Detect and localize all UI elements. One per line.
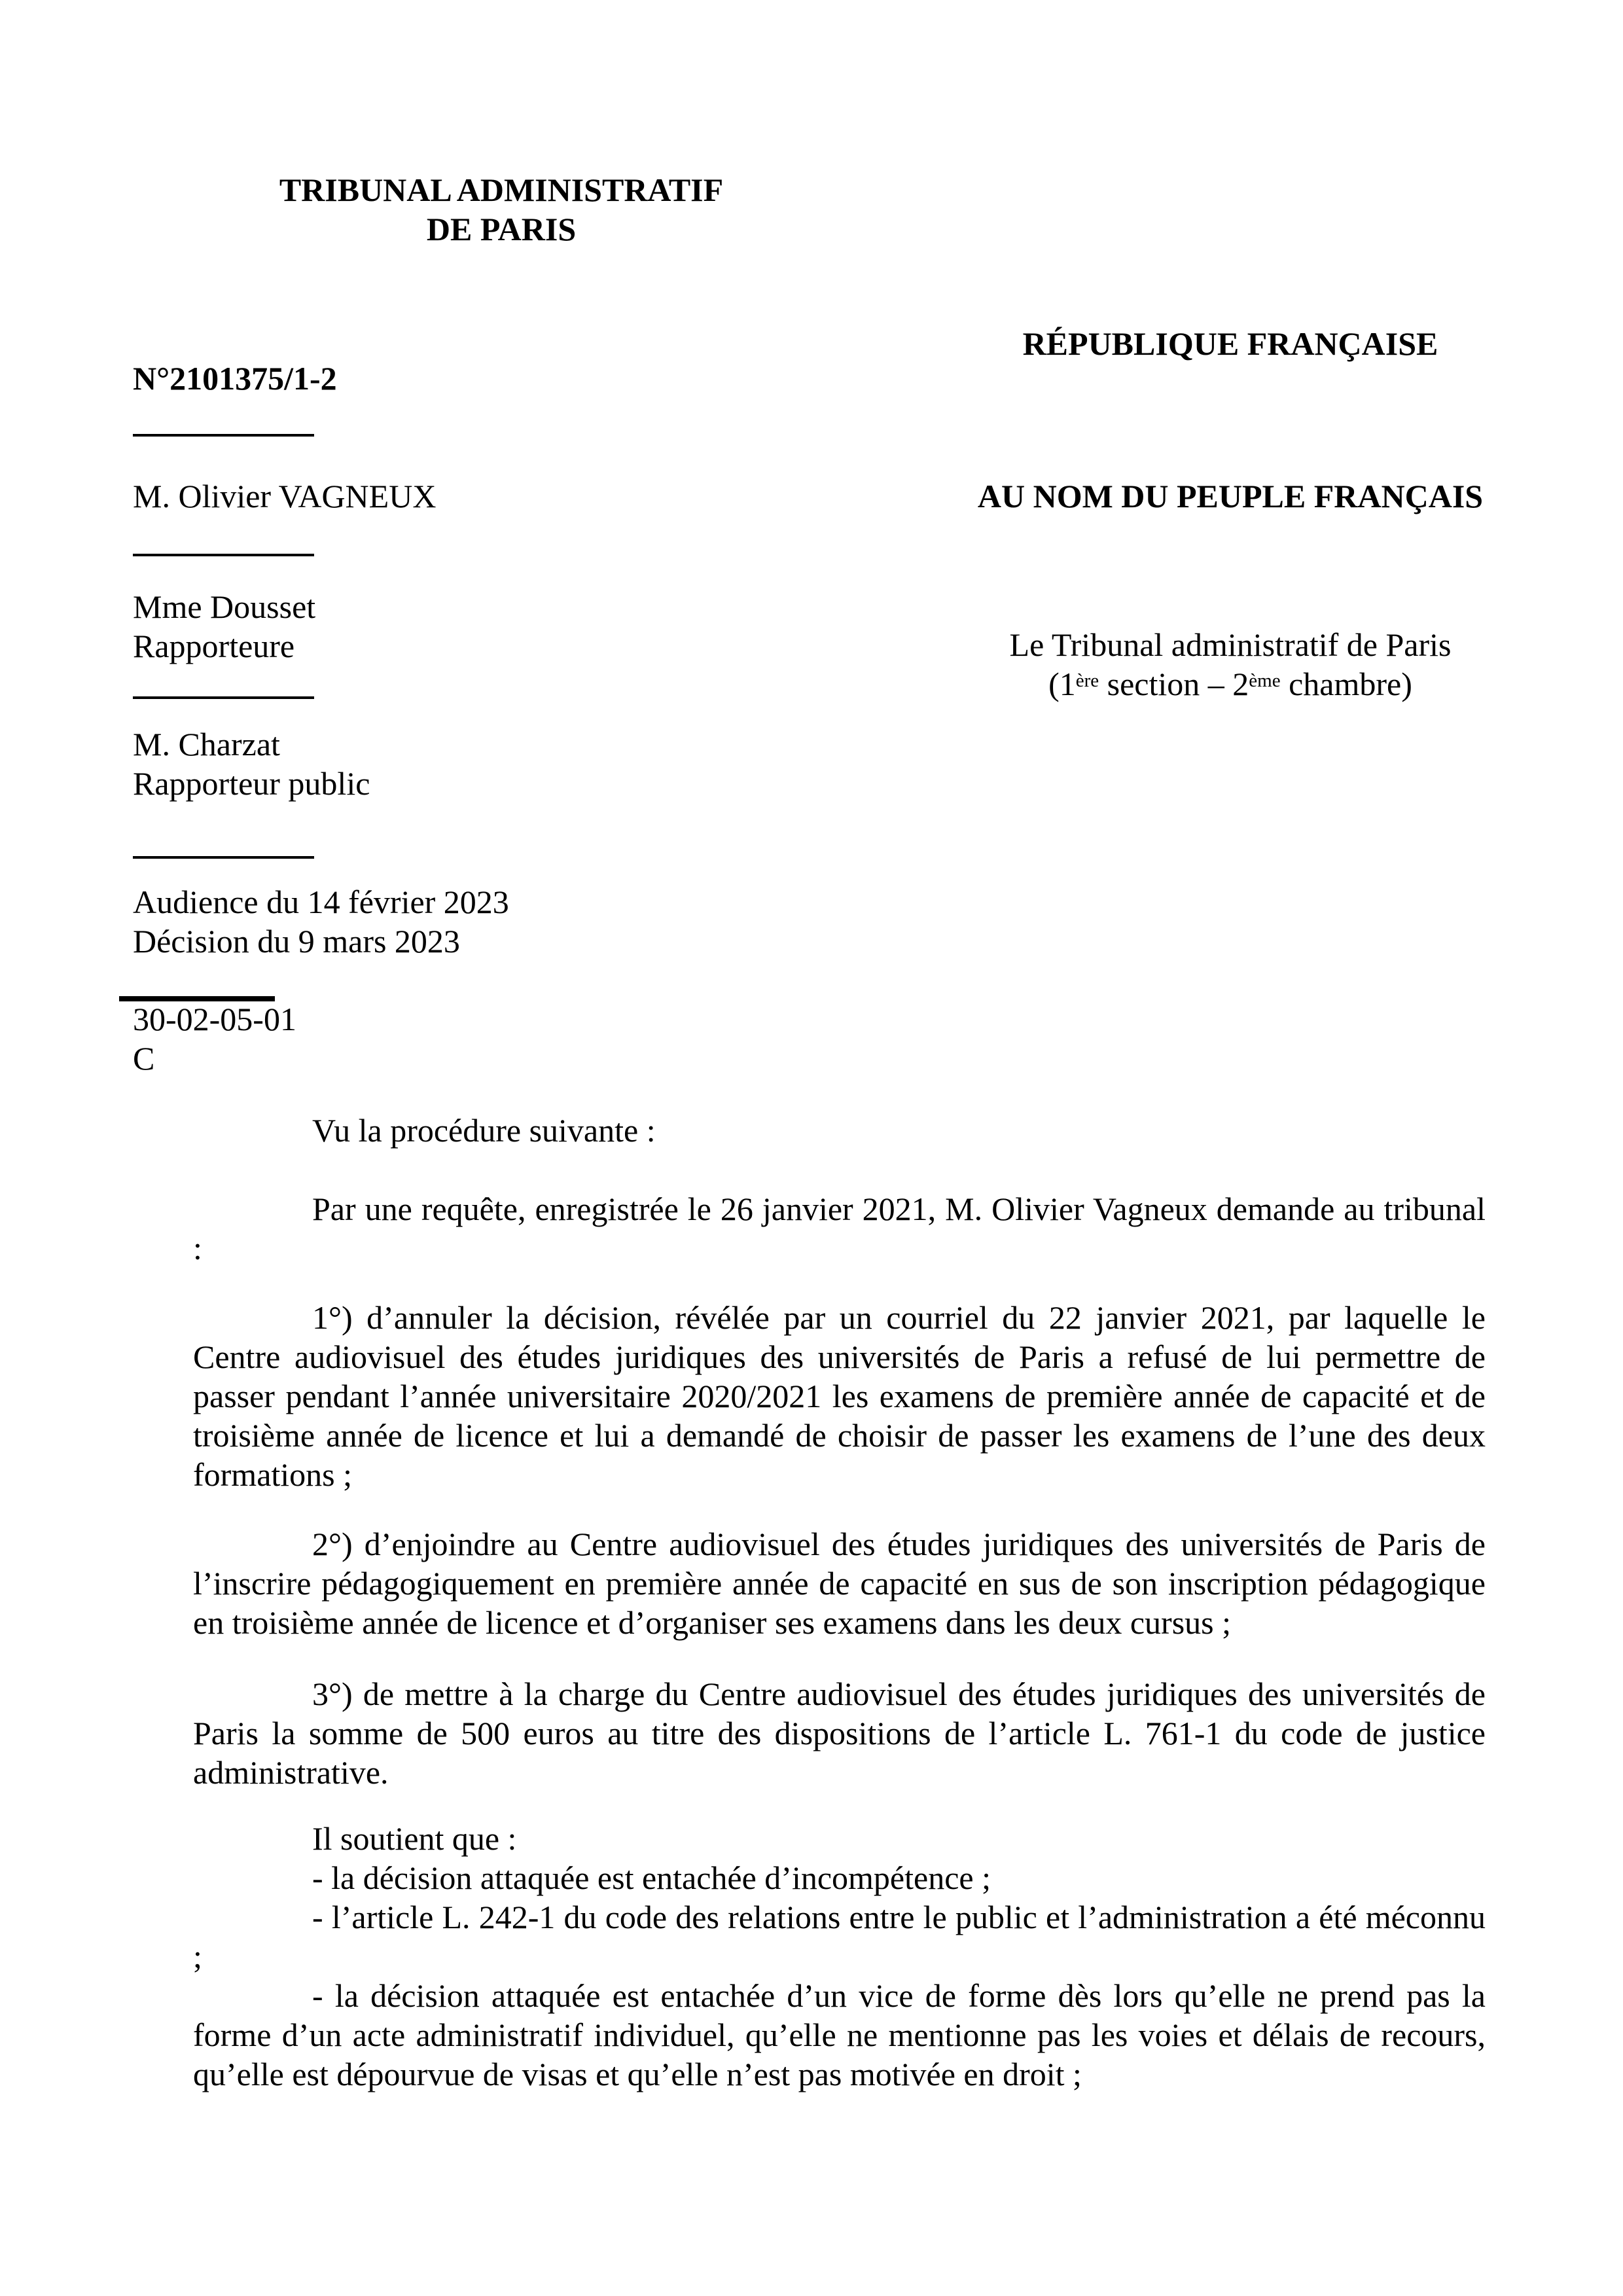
rapporteur-name: Mme Dousset (133, 588, 316, 625)
chamber-text: section – 2 (1099, 666, 1249, 702)
divider (133, 696, 314, 699)
divider (133, 856, 314, 859)
chamber-text: chambre) (1280, 666, 1412, 702)
public-rapporteur-block (133, 725, 370, 803)
divider (133, 434, 314, 437)
tribunal-name-line: Le Tribunal administratif de Paris (1009, 626, 1452, 663)
ordinal-superscript: ème (1249, 670, 1281, 691)
public-rapporteur-role: Rapporteur public (133, 765, 370, 802)
contention-item: - l’article L. 242-1 du code des relations entre le public et l’administration a été méconnu ; (193, 1899, 1486, 1975)
motto-heading: AU NOM DU PEUPLE FRANÇAIS (977, 478, 1484, 514)
classification-letter: C (133, 1040, 155, 1077)
claim-3: 3°) de mettre à la charge du Centre audiovisuel des études juridiques des universités de Paris la somme de 500 euros au titre des dispositions de l’article L. 761-1 du code de justice administrative. (193, 1676, 1486, 1791)
classification-block (133, 999, 296, 1078)
request-block (193, 1189, 1486, 1268)
republic-heading: RÉPUBLIQUE FRANÇAISE (1022, 325, 1438, 362)
case-number: N°2101375/1-2 (133, 360, 337, 397)
contentions-intro: Il soutient que : (312, 1820, 517, 1857)
decision-date: Décision du 9 mars 2023 (133, 923, 460, 960)
claim-1-block (193, 1298, 1486, 1494)
ordinal-superscript: ère (1075, 670, 1099, 691)
petitioner-name: M. Olivier VAGNEUX (133, 478, 437, 514)
divider (133, 554, 314, 556)
tribunal-identity (838, 625, 1623, 704)
contention-item: - la décision attaquée est entachée d’un vice de forme dès lors qu’elle ne prend pas la forme d’un acte administratif individuel, qu’elle ne mentionne pas les voies et délais de recours, qu’elle est dépourvue de visas et qu’elle n’est pas motivée en droit ; (193, 1977, 1486, 2092)
procedure-intro-block (193, 1111, 1486, 1150)
contention-item: - la décision attaquée est entachée d’incompétence ; (312, 1859, 991, 1896)
claim-1: 1°) d’annuler la décision, révélée par un courriel du 22 janvier 2021, par laquelle le Centre audiovisuel des études juridiques des universités de Paris a refusé de lui permettre de passer pendant l’année universitaire 2020/2021 les examens de première année de capacité et de troisième année de licence et lui a demandé de choisir de passer les examens de l’une des deux formations ; (193, 1299, 1486, 1493)
classification-code: 30-02-05-01 (133, 1001, 296, 1037)
dates-block (133, 882, 509, 961)
claim-3-block (193, 1674, 1486, 1792)
chamber-line (838, 664, 1623, 704)
court-name-line2: DE PARIS (426, 211, 577, 247)
public-rapporteur-name: M. Charzat (133, 726, 280, 762)
rapporteur-role: Rapporteure (133, 628, 295, 664)
court-name (133, 170, 870, 249)
claim-2-block (193, 1524, 1486, 1642)
chamber-text: (1 (1048, 666, 1076, 702)
procedure-intro: Vu la procédure suivante : (312, 1112, 656, 1149)
request-paragraph: Par une requête, enregistrée le 26 janvier 2021, M. Olivier Vagneux demande au tribunal : (193, 1191, 1486, 1266)
claim-2: 2°) d’enjoindre au Centre audiovisuel des études juridiques des universités de Paris de l’inscrire pédagogiquement en première année de capacité en sus de son inscription pédagogique en troisième année de licence et d’organiser ses examens dans les deux cursus ; (193, 1526, 1486, 1641)
contentions-block (193, 1819, 1486, 2094)
court-name-line1: TRIBUNAL ADMINISTRATIF (279, 171, 724, 208)
hearing-date: Audience du 14 février 2023 (133, 884, 509, 920)
rapporteur-block (133, 587, 315, 666)
